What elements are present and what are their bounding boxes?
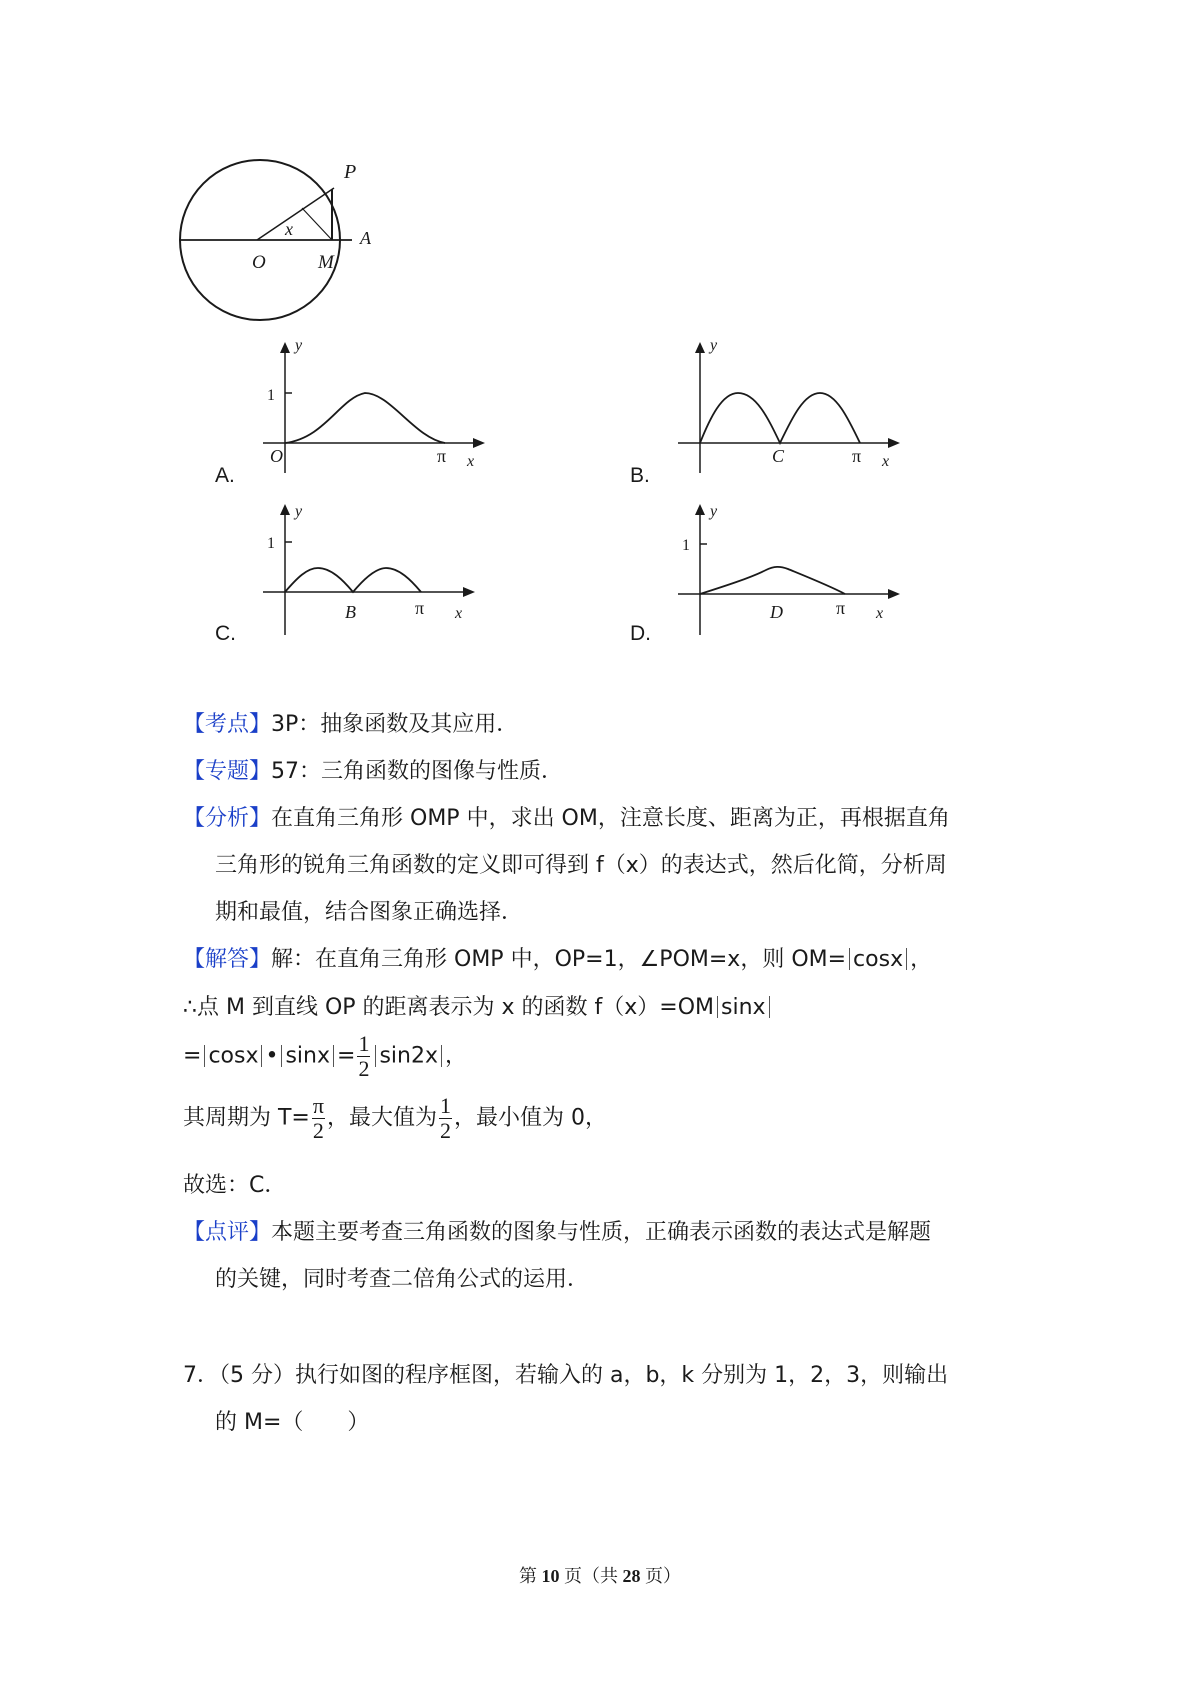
line3-eq: =	[183, 1043, 202, 1069]
y-axis-arrow	[695, 504, 705, 515]
option-b-letter: B.	[630, 464, 650, 487]
dianping-tag: 【点评】	[183, 1220, 272, 1245]
label-m: M	[318, 252, 334, 273]
abs-cosx: cosx	[853, 947, 904, 972]
option-a-graph	[255, 338, 495, 483]
label-y: y	[295, 503, 303, 520]
dianping-text-1: 本题主要考查三角函数的图象与性质，正确表示函数的表达式是解题	[271, 1220, 932, 1245]
label-x: x	[876, 605, 884, 622]
jieda-line-5: 故选：C．	[183, 1173, 287, 1198]
page-footer	[0, 1562, 1200, 1588]
zhuanti-tag: 【专题】	[183, 759, 272, 784]
label-one: 1	[267, 387, 275, 404]
jieda-line-2	[183, 993, 773, 1023]
footer-post: 页）	[640, 1566, 681, 1586]
label-pi: π	[836, 598, 846, 618]
line2-text: ∴点 M 到直线 OP 的距离表示为 x 的函数 f（x）=OM	[183, 995, 715, 1020]
line4-end: ，最小值为 0，	[454, 1105, 607, 1131]
label-pi: π	[852, 446, 862, 466]
x-axis-arrow	[888, 438, 900, 448]
label-y: y	[710, 503, 718, 520]
line3-abs1: cosx	[208, 1043, 259, 1069]
kaodian-text: 3P：抽象函数及其应用．	[271, 712, 519, 737]
label-pi: π	[437, 446, 447, 466]
page-number: 10	[541, 1566, 560, 1586]
curve-c	[285, 568, 421, 592]
x-axis-arrow	[473, 438, 485, 448]
perpendicular-from-m	[302, 208, 332, 240]
jieda-end: ，	[910, 947, 933, 972]
ray-op	[257, 188, 334, 240]
zhuanti-text: 57：三角函数的图像与性质．	[271, 759, 564, 784]
label-x: x	[467, 453, 475, 470]
option-d-letter: D.	[630, 622, 651, 645]
frac-num: 1	[440, 1093, 451, 1118]
dianping-line-1	[183, 1218, 931, 1248]
label-mid: D	[770, 602, 783, 622]
line2-abs: sinx	[721, 995, 766, 1020]
line4-pre: 其周期为 T=	[183, 1105, 310, 1131]
y-axis-arrow	[695, 342, 705, 353]
fenxi-line-1	[183, 804, 950, 834]
jieda-text-1: 解：在直角三角形 OMP 中，OP=1，∠POM=x，则 OM=	[271, 947, 847, 972]
frac-den: 2	[358, 1056, 370, 1081]
x-axis-arrow	[463, 587, 475, 597]
curve-b	[700, 393, 860, 443]
kaodian-line	[183, 710, 518, 740]
total-pages: 28	[622, 1566, 641, 1586]
zhuanti-line	[183, 757, 563, 787]
y-axis-arrow	[280, 342, 290, 353]
y-axis-arrow	[280, 504, 290, 515]
label-p: P	[344, 161, 357, 183]
dianping-line-2: 的关键，同时考查二倍角公式的运用．	[215, 1267, 590, 1292]
fenxi-tag: 【分析】	[183, 806, 272, 831]
question-7-line-2: 的 M=（ ）	[215, 1410, 370, 1435]
footer-mid: 页（共	[559, 1566, 623, 1586]
jieda-line-4	[183, 1094, 607, 1143]
unit-circle-figure	[180, 158, 400, 333]
label-y: y	[710, 337, 718, 354]
curve-a	[285, 393, 445, 443]
footer-pre: 第	[519, 1566, 542, 1586]
line4-mid: ，最大值为	[326, 1105, 437, 1131]
jieda-line-3	[183, 1032, 467, 1081]
jieda-tag: 【解答】	[183, 947, 272, 972]
frac-den: 2	[312, 1118, 324, 1143]
label-mid: C	[772, 446, 785, 466]
fenxi-line-2: 三角形的锐角三角函数的定义即可得到 f（x）的表达式，然后化简，分析周	[215, 853, 947, 878]
label-x: x	[455, 605, 463, 622]
option-d-graph	[670, 500, 910, 645]
label-origin: O	[270, 446, 283, 466]
question-7-line-1: 7．（5 分）执行如图的程序框图，若输入的 a，b，k 分别为 1，2，3，则输出	[183, 1363, 949, 1388]
fenxi-text-1: 在直角三角形 OMP 中，求出 OM，注意长度、距离为正，再根据直角	[271, 806, 950, 831]
label-a: A	[360, 228, 371, 248]
frac-num: 1	[358, 1031, 370, 1056]
fraction-half	[439, 1094, 452, 1143]
option-c-letter: C.	[215, 622, 236, 645]
fraction-pi-half	[312, 1094, 325, 1143]
label-y: y	[295, 337, 303, 354]
label-o: O	[252, 252, 266, 273]
label-mid: B	[345, 602, 356, 622]
line3-end: ，	[445, 1043, 468, 1069]
jieda-line-1	[183, 945, 932, 975]
fraction-half	[357, 1032, 370, 1081]
label-one: 1	[267, 535, 275, 552]
line3-abs2: sinx	[285, 1043, 331, 1069]
line3-dot: •	[265, 1043, 279, 1069]
option-a-letter: A.	[215, 464, 235, 487]
line3-eq2: =	[337, 1043, 356, 1069]
frac-num: π	[312, 1093, 324, 1118]
option-b-graph	[670, 338, 910, 483]
fenxi-line-3: 期和最值，结合图象正确选择．	[215, 900, 524, 925]
label-pi: π	[415, 598, 425, 618]
label-one: 1	[682, 537, 690, 554]
line3-abs3: sin2x	[379, 1043, 438, 1069]
kaodian-tag: 【考点】	[183, 712, 272, 737]
frac-den: 2	[440, 1118, 451, 1143]
label-x: x	[285, 219, 293, 239]
label-x: x	[882, 453, 890, 470]
option-c-graph	[255, 500, 495, 645]
curve-d	[700, 567, 845, 594]
x-axis-arrow	[888, 589, 900, 599]
